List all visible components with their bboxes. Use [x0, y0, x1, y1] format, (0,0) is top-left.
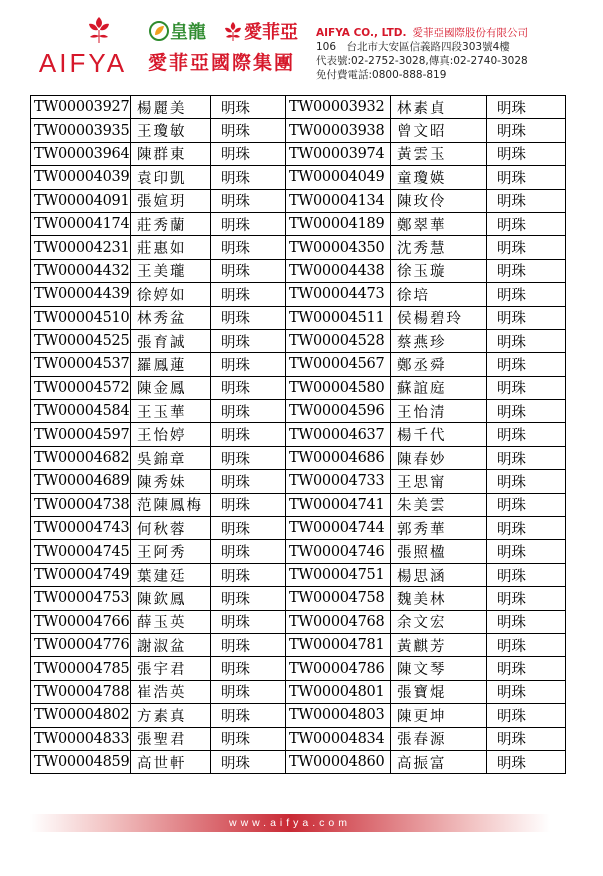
- member-name-cell: 陳群東: [131, 142, 211, 165]
- member-name-cell: 朱美雲: [391, 493, 487, 516]
- member-status-cell: 明珠: [211, 353, 286, 376]
- member-name-cell: 王玉華: [131, 400, 211, 423]
- member-name-cell: 蘇誼庭: [391, 376, 487, 399]
- member-id-cell: TW00004745: [31, 540, 131, 563]
- member-id-cell: TW00004091: [31, 189, 131, 212]
- member-id-cell: TW00003932: [286, 96, 391, 119]
- member-id-cell: TW00004803: [286, 704, 391, 727]
- company-phone-fax: 代表號:02-2752-3028,傳真:02-2740-3028: [316, 55, 528, 67]
- member-name-cell: 林秀盆: [131, 306, 211, 329]
- member-id-cell: TW00004231: [31, 236, 131, 259]
- table-row: [31, 259, 566, 282]
- member-name-cell: 袁印凱: [131, 166, 211, 189]
- member-id-cell: TW00004174: [31, 212, 131, 235]
- member-name-cell: 鄭翠華: [391, 212, 487, 235]
- table-row: [31, 633, 566, 656]
- member-name-cell: 蔡燕珍: [391, 329, 487, 352]
- member-name-cell: 黃雲玉: [391, 142, 487, 165]
- member-id-cell: TW00004597: [31, 423, 131, 446]
- member-name-cell: 楊千代: [391, 423, 487, 446]
- member-name-cell: 張照楹: [391, 540, 487, 563]
- table-row: [31, 610, 566, 633]
- member-name-cell: 莊秀蘭: [131, 212, 211, 235]
- member-id-cell: TW00004741: [286, 493, 391, 516]
- member-status-cell: 明珠: [211, 376, 286, 399]
- member-status-cell: 明珠: [487, 657, 566, 680]
- member-id-cell: TW00004689: [31, 470, 131, 493]
- member-status-cell: 明珠: [487, 142, 566, 165]
- member-id-cell: TW00004788: [31, 680, 131, 703]
- member-name-cell: 楊思涵: [391, 563, 487, 586]
- member-name-cell: 張聖君: [131, 727, 211, 750]
- table-row: [31, 563, 566, 586]
- table-row: [31, 166, 566, 189]
- member-name-cell: 方素真: [131, 704, 211, 727]
- member-id-cell: TW00004768: [286, 610, 391, 633]
- member-name-cell: 高振富: [391, 750, 487, 773]
- member-name-cell: 曾文昭: [391, 119, 487, 142]
- member-id-cell: TW00004860: [286, 750, 391, 773]
- company-address: 106 台北市大安區信義路四段303號4樓: [316, 41, 510, 53]
- member-id-cell: TW00003974: [286, 142, 391, 165]
- member-name-cell: 羅鳳蓮: [131, 353, 211, 376]
- member-status-cell: 明珠: [211, 259, 286, 282]
- member-name-cell: 林素貞: [391, 96, 487, 119]
- member-id-cell: TW00004682: [31, 446, 131, 469]
- flower-icon: [222, 20, 244, 42]
- brand-huanglong: 皇龍: [170, 22, 206, 43]
- brand-block: [148, 16, 308, 76]
- member-id-cell: TW00004785: [31, 657, 131, 680]
- member-roster-table: [30, 95, 566, 774]
- member-id-cell: TW00004511: [286, 306, 391, 329]
- member-status-cell: 明珠: [487, 283, 566, 306]
- member-id-cell: TW00004758: [286, 587, 391, 610]
- member-id-cell: TW00004744: [286, 517, 391, 540]
- table-row: [31, 517, 566, 540]
- member-id-cell: TW00004438: [286, 259, 391, 282]
- member-status-cell: 明珠: [487, 329, 566, 352]
- leaf-icon: [148, 20, 170, 42]
- member-id-cell: TW00004859: [31, 750, 131, 773]
- member-name-cell: 王瓊敏: [131, 119, 211, 142]
- member-name-cell: 范陳鳳梅: [131, 493, 211, 516]
- member-name-cell: 徐培: [391, 283, 487, 306]
- member-id-cell: TW00004537: [31, 353, 131, 376]
- member-name-cell: 侯楊碧玲: [391, 306, 487, 329]
- member-id-cell: TW00004637: [286, 423, 391, 446]
- member-status-cell: 明珠: [211, 470, 286, 493]
- member-status-cell: 明珠: [211, 236, 286, 259]
- table-row: [31, 680, 566, 703]
- member-name-cell: 張春源: [391, 727, 487, 750]
- table-row: [31, 540, 566, 563]
- member-id-cell: TW00004525: [31, 329, 131, 352]
- member-id-cell: TW00004751: [286, 563, 391, 586]
- member-id-cell: TW00004801: [286, 680, 391, 703]
- company-info: [316, 26, 596, 82]
- member-status-cell: 明珠: [487, 727, 566, 750]
- member-name-cell: 陳金鳳: [131, 376, 211, 399]
- member-id-cell: TW00004802: [31, 704, 131, 727]
- table-row: [31, 446, 566, 469]
- member-status-cell: 明珠: [487, 517, 566, 540]
- member-id-cell: TW00004743: [31, 517, 131, 540]
- table-row: [31, 423, 566, 446]
- member-name-cell: 楊麗美: [131, 96, 211, 119]
- member-status-cell: 明珠: [487, 587, 566, 610]
- member-id-cell: TW00004834: [286, 727, 391, 750]
- member-id-cell: TW00004189: [286, 212, 391, 235]
- table-row: [31, 750, 566, 773]
- member-id-cell: TW00004786: [286, 657, 391, 680]
- member-name-cell: 張宇君: [131, 657, 211, 680]
- member-status-cell: 明珠: [487, 96, 566, 119]
- member-id-cell: TW00004580: [286, 376, 391, 399]
- company-name-zh: 愛菲亞國際股份有限公司: [412, 27, 528, 39]
- aifya-logo: [28, 14, 136, 76]
- member-id-cell: TW00003927: [31, 96, 131, 119]
- page-header: [0, 0, 603, 95]
- member-name-cell: 陳秀妹: [131, 470, 211, 493]
- member-status-cell: 明珠: [487, 212, 566, 235]
- member-id-cell: TW00004749: [31, 563, 131, 586]
- member-name-cell: 徐玉璇: [391, 259, 487, 282]
- table-row: [31, 727, 566, 750]
- member-id-cell: TW00004473: [286, 283, 391, 306]
- member-name-cell: 余文宏: [391, 610, 487, 633]
- member-id-cell: TW00004733: [286, 470, 391, 493]
- member-status-cell: 明珠: [211, 119, 286, 142]
- member-name-cell: 吳錦章: [131, 446, 211, 469]
- member-name-cell: 張寶焜: [391, 680, 487, 703]
- table-row: [31, 212, 566, 235]
- company-tollfree: 免付費電話:0800-888-819: [316, 69, 447, 81]
- member-status-cell: 明珠: [211, 563, 286, 586]
- member-status-cell: 明珠: [211, 633, 286, 656]
- table-row: [31, 119, 566, 142]
- table-row: [31, 376, 566, 399]
- member-name-cell: 陳春妙: [391, 446, 487, 469]
- member-status-cell: 明珠: [487, 540, 566, 563]
- member-name-cell: 陳文琴: [391, 657, 487, 680]
- member-name-cell: 何秋蓉: [131, 517, 211, 540]
- logo-wordmark: AIFYA: [38, 48, 128, 78]
- member-name-cell: 魏美林: [391, 587, 487, 610]
- table-row: [31, 704, 566, 727]
- member-name-cell: 王怡清: [391, 400, 487, 423]
- member-status-cell: 明珠: [487, 166, 566, 189]
- member-name-cell: 葉建廷: [131, 563, 211, 586]
- table-row: [31, 657, 566, 680]
- member-status-cell: 明珠: [211, 493, 286, 516]
- table-row: [31, 306, 566, 329]
- member-status-cell: 明珠: [211, 704, 286, 727]
- member-id-cell: TW00004753: [31, 587, 131, 610]
- member-name-cell: 張育誠: [131, 329, 211, 352]
- member-name-cell: 高世軒: [131, 750, 211, 773]
- member-status-cell: 明珠: [487, 633, 566, 656]
- member-status-cell: 明珠: [211, 657, 286, 680]
- member-name-cell: 莊惠如: [131, 236, 211, 259]
- member-name-cell: 郭秀華: [391, 517, 487, 540]
- member-id-cell: TW00004833: [31, 727, 131, 750]
- member-status-cell: 明珠: [487, 680, 566, 703]
- member-id-cell: TW00004567: [286, 353, 391, 376]
- member-id-cell: TW00004686: [286, 446, 391, 469]
- member-id-cell: TW00003964: [31, 142, 131, 165]
- member-name-cell: 崔浩英: [131, 680, 211, 703]
- member-name-cell: 王美瓏: [131, 259, 211, 282]
- member-name-cell: 王思甯: [391, 470, 487, 493]
- member-id-cell: TW00004350: [286, 236, 391, 259]
- member-id-cell: TW00003938: [286, 119, 391, 142]
- member-name-cell: 陳玫伶: [391, 189, 487, 212]
- member-status-cell: 明珠: [211, 142, 286, 165]
- member-status-cell: 明珠: [211, 96, 286, 119]
- member-id-cell: TW00004596: [286, 400, 391, 423]
- table-row: [31, 189, 566, 212]
- member-status-cell: 明珠: [487, 119, 566, 142]
- member-name-cell: 謝淑盆: [131, 633, 211, 656]
- member-status-cell: 明珠: [211, 610, 286, 633]
- member-status-cell: 明珠: [487, 236, 566, 259]
- table-row: [31, 96, 566, 119]
- company-name-en: AIFYA CO., LTD.: [316, 27, 407, 39]
- member-status-cell: 明珠: [487, 470, 566, 493]
- member-id-cell: TW00004738: [31, 493, 131, 516]
- member-id-cell: TW00004584: [31, 400, 131, 423]
- member-status-cell: 明珠: [211, 212, 286, 235]
- member-status-cell: 明珠: [211, 540, 286, 563]
- table-row: [31, 470, 566, 493]
- member-name-cell: 王怡婷: [131, 423, 211, 446]
- member-status-cell: 明珠: [487, 353, 566, 376]
- footer-bar: [30, 814, 550, 832]
- member-status-cell: 明珠: [487, 400, 566, 423]
- table-row: [31, 142, 566, 165]
- member-id-cell: TW00004746: [286, 540, 391, 563]
- member-id-cell: TW00004134: [286, 189, 391, 212]
- member-id-cell: TW00004781: [286, 633, 391, 656]
- group-name: 愛菲亞國際集團: [148, 52, 296, 74]
- member-status-cell: 明珠: [211, 166, 286, 189]
- member-status-cell: 明珠: [487, 704, 566, 727]
- member-status-cell: 明珠: [211, 329, 286, 352]
- member-id-cell: TW00004510: [31, 306, 131, 329]
- member-status-cell: 明珠: [211, 587, 286, 610]
- member-id-cell: TW00004766: [31, 610, 131, 633]
- table-row: [31, 283, 566, 306]
- member-status-cell: 明珠: [211, 750, 286, 773]
- member-name-cell: 王阿秀: [131, 540, 211, 563]
- member-id-cell: TW00004528: [286, 329, 391, 352]
- member-status-cell: 明珠: [487, 189, 566, 212]
- table-row: [31, 400, 566, 423]
- member-name-cell: 陳更坤: [391, 704, 487, 727]
- member-status-cell: 明珠: [487, 446, 566, 469]
- member-name-cell: 鄭丞舜: [391, 353, 487, 376]
- member-id-cell: TW00004572: [31, 376, 131, 399]
- table-row: [31, 587, 566, 610]
- member-status-cell: 明珠: [211, 727, 286, 750]
- footer-url: www.aifya.com: [228, 817, 352, 829]
- member-id-cell: TW00004776: [31, 633, 131, 656]
- member-id-cell: TW00004432: [31, 259, 131, 282]
- flower-logo-icon: [84, 14, 114, 44]
- member-name-cell: 童瓊媖: [391, 166, 487, 189]
- member-status-cell: 明珠: [487, 493, 566, 516]
- member-status-cell: 明珠: [487, 610, 566, 633]
- member-id-cell: TW00004039: [31, 166, 131, 189]
- table-row: [31, 493, 566, 516]
- member-id-cell: TW00004049: [286, 166, 391, 189]
- member-status-cell: 明珠: [487, 376, 566, 399]
- member-status-cell: 明珠: [211, 400, 286, 423]
- brand-aifeiya: 愛菲亞: [244, 22, 298, 43]
- member-status-cell: 明珠: [211, 189, 286, 212]
- member-status-cell: 明珠: [487, 259, 566, 282]
- member-name-cell: 沈秀慧: [391, 236, 487, 259]
- member-status-cell: 明珠: [487, 563, 566, 586]
- member-id-cell: TW00004439: [31, 283, 131, 306]
- member-status-cell: 明珠: [211, 306, 286, 329]
- member-status-cell: 明珠: [211, 517, 286, 540]
- member-status-cell: 明珠: [211, 680, 286, 703]
- table-row: [31, 329, 566, 352]
- member-status-cell: 明珠: [211, 446, 286, 469]
- member-name-cell: 黃麒芳: [391, 633, 487, 656]
- member-name-cell: 張媗玥: [131, 189, 211, 212]
- member-status-cell: 明珠: [487, 750, 566, 773]
- table-row: [31, 353, 566, 376]
- member-id-cell: TW00003935: [31, 119, 131, 142]
- member-name-cell: 薛玉英: [131, 610, 211, 633]
- table-row: [31, 236, 566, 259]
- member-status-cell: 明珠: [211, 283, 286, 306]
- member-status-cell: 明珠: [211, 423, 286, 446]
- member-name-cell: 陳欽鳳: [131, 587, 211, 610]
- member-name-cell: 徐婷如: [131, 283, 211, 306]
- member-status-cell: 明珠: [487, 306, 566, 329]
- member-status-cell: 明珠: [487, 423, 566, 446]
